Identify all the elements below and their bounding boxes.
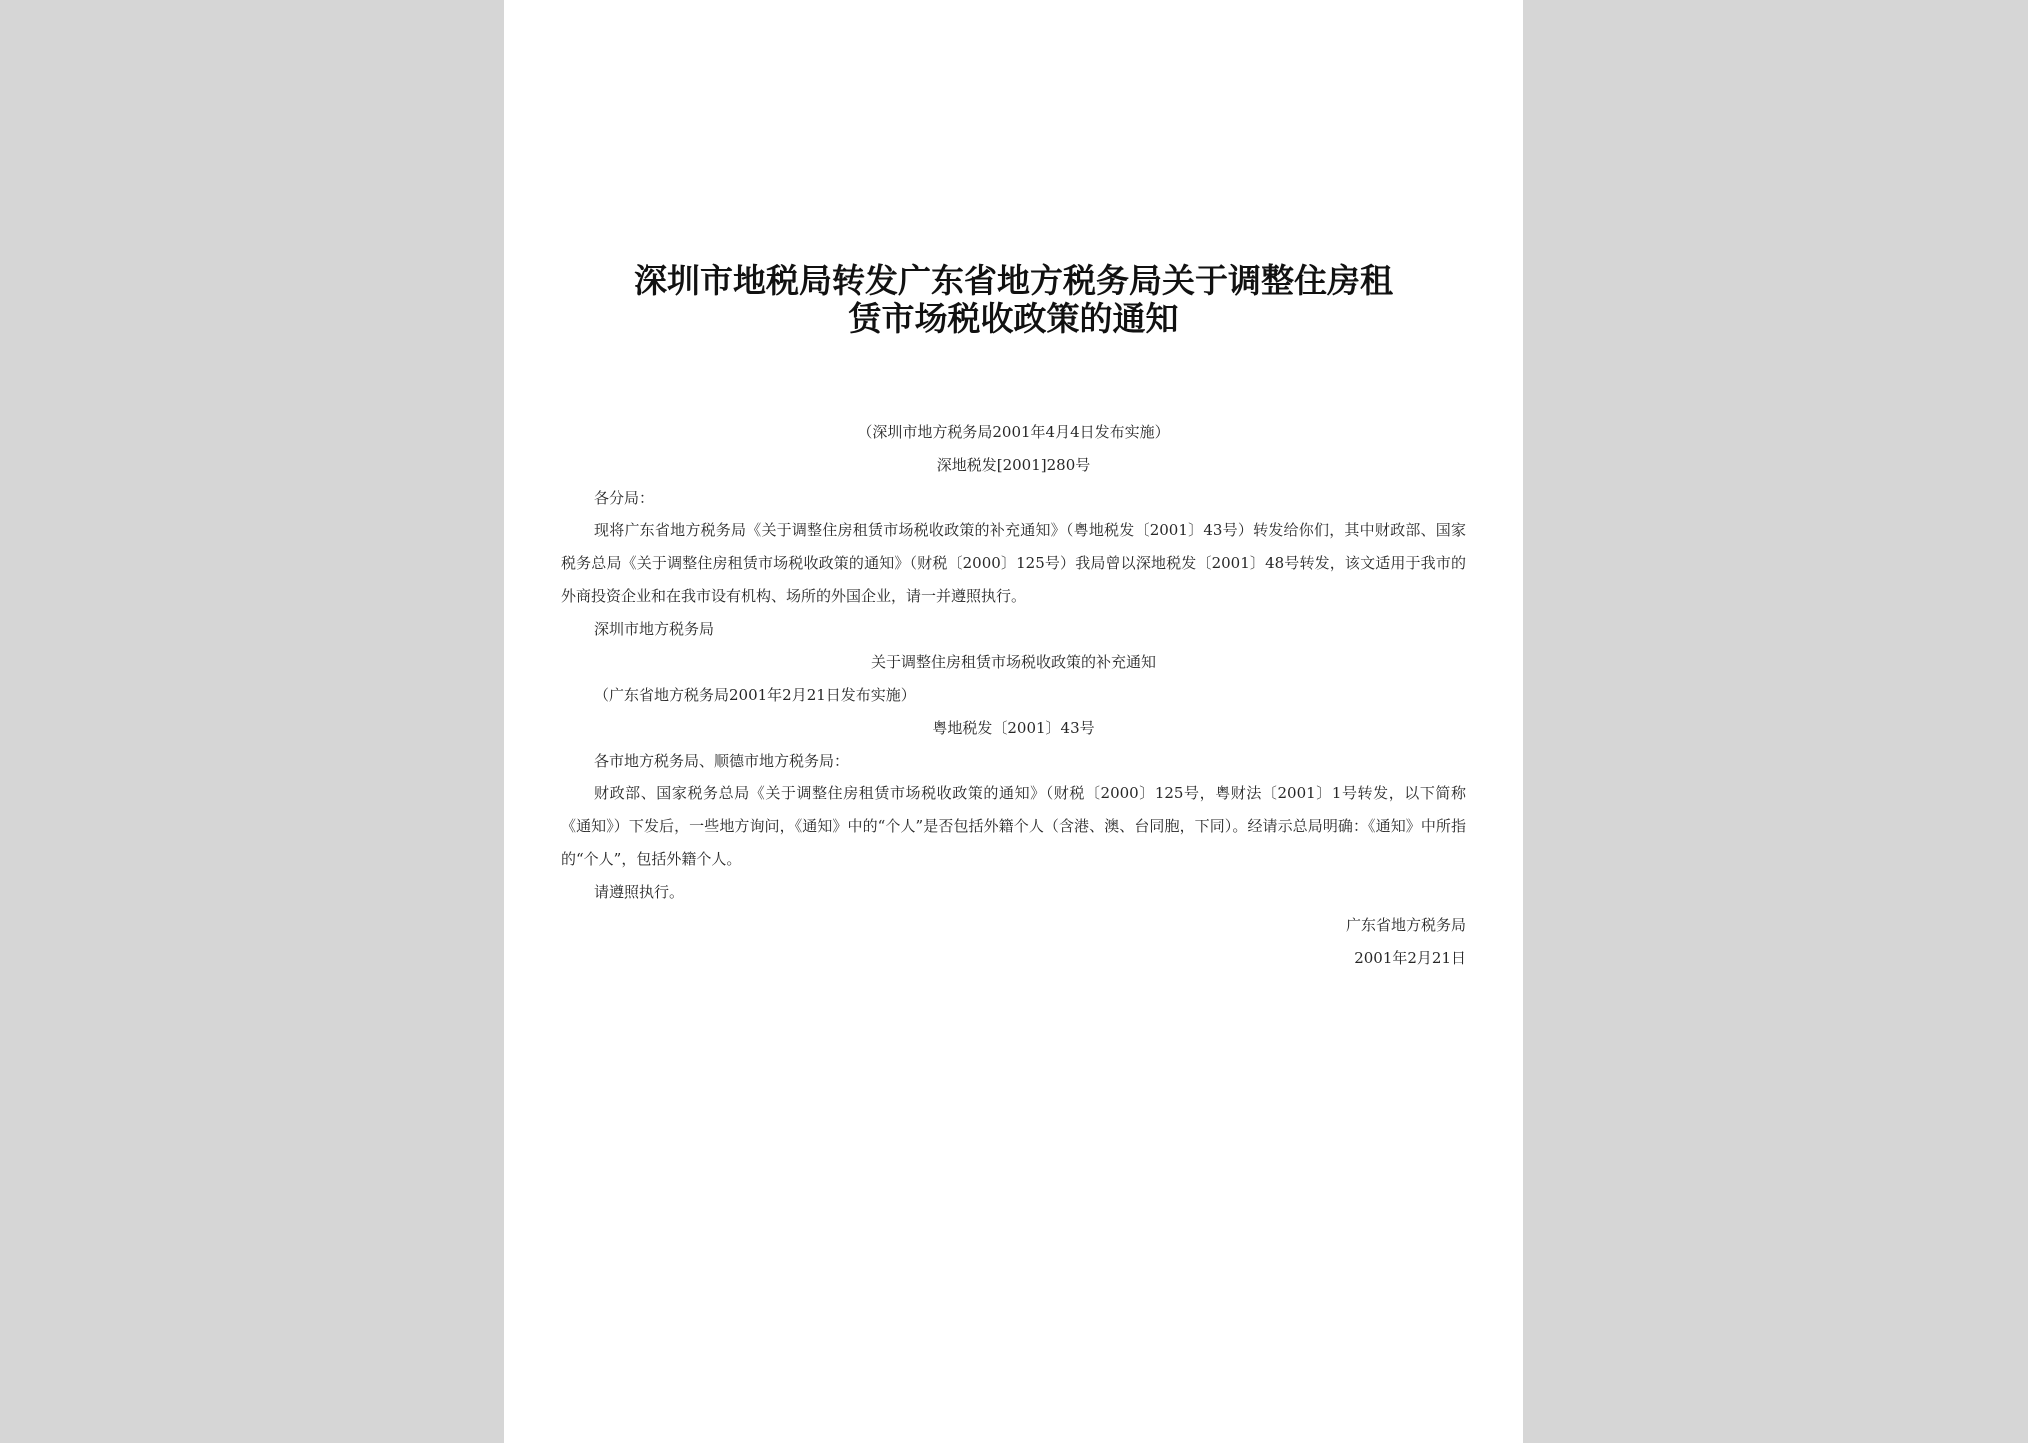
closing-line: 请遵照执行。 (594, 883, 685, 901)
issue-note: （深圳市地方税务局2001年4月4日发布实施） (857, 423, 1170, 441)
attachment-issue-note: （广东省地方税务局2001年2月21日发布实施） (594, 686, 916, 704)
document-title (594, 262, 1433, 338)
title-line-2: 赁市场税收政策的通知 (848, 299, 1179, 338)
signature-date: 2001年2月21日 (1354, 949, 1466, 967)
signature: 广东省地方税务局 (1345, 916, 1466, 934)
attachment-salutation: 各市地方税务局、顺德市地方税务局： (594, 752, 850, 770)
document-page (504, 0, 1523, 1443)
attachment-title: 关于调整住房租赁市场税收政策的补充通知 (870, 653, 1156, 671)
body-paragraph: 现将广东省地方税务局《关于调整住房租赁市场税收政策的补充通知》（粤地税发〔2001〕43号）转发给你们，其中财政部、国家税务总局《关于调整住房租赁市场税收政策的通知》（财税〔2000〕125号）我局曾以深地税发〔2001〕48号转发，该文适用于我市的外商投资企业和在我市设有机构、场所的外国企业，请一并遵照执行。 (561, 521, 1466, 605)
issuer: 深圳市地方税务局 (594, 620, 715, 638)
doc-number: 深地税发[2001]280号 (936, 456, 1091, 474)
attachment-paragraph: 财政部、国家税务总局《关于调整住房租赁市场税收政策的通知》（财税〔2000〕125号，粤财法〔2001〕1号转发，以下简称《通知》）下发后，一些地方询问，《通知》中的“个人”是否包括外籍个人（含港、澳、台同胞，下同）。经请示总局明确：《通知》中所指的“个人”，包括外籍个人。 (561, 784, 1466, 868)
attachment-number: 粤地税发〔2001〕43号 (932, 719, 1095, 737)
salutation: 各分局： (594, 489, 655, 507)
title-line-1: 深圳市地税局转发广东省地方税务局关于调整住房租 (634, 261, 1393, 300)
